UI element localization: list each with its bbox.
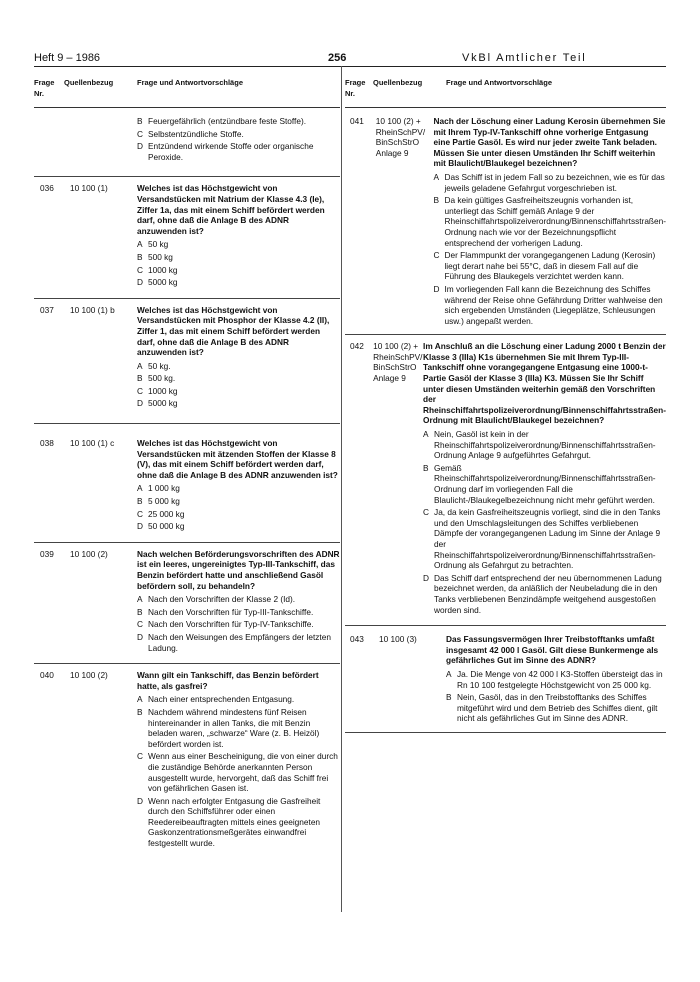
answer-option [137,607,340,618]
answer-option [137,141,340,162]
answer-text: Nein, Gasöl ist kein in der Rheinschiffahrtspolizeiverordnung/Binnenschiffahrtsstraßen-Ordnung Anlage 9 aufgeführtes Gefahrgut. [434,429,656,461]
answer-option [423,507,666,571]
question-text: Das Fassungsvermögen Ihrer Treibstofftanks umfaßt insgesamt 42 000 l Gasöl. Gilt diese Bunkermenge als gefährliches Gut im Sinne des ADNR? [446,634,659,666]
answer-letter: C [137,619,143,630]
answer-text: 1 000 kg [148,483,180,494]
answer-option [137,373,340,384]
question-number: 041 [350,116,364,126]
header-nr: Frage Nr. [345,78,366,98]
answer-option [423,573,666,615]
answer-option [137,509,340,520]
question-block-037 [34,299,340,424]
answer-text: 500 kg [148,251,173,262]
answer-letter: C [423,507,430,518]
answer-letter: B [137,373,143,384]
answer-option [423,463,666,505]
answer-letter: A [446,668,452,679]
answer-text: Nach einer entsprechenden Entgasung. [148,694,295,705]
question-source: 10 100 (2) [70,670,108,681]
question-source: 10 100 (3) [379,634,417,645]
answer-option [433,250,666,282]
header-question: Frage und Antwortvorschläge [446,78,552,87]
answer-option [137,483,340,494]
question-source: 10 100 (2) + RheinSchPV/ BinSchStrO Anlage 9 [373,341,423,384]
question-source: 10 100 (2) [70,548,108,559]
answer-option [137,277,340,288]
answer-letter: A [137,239,143,250]
answer-option [137,694,340,705]
answer-letter: D [423,572,430,583]
answer-letter: B [137,116,143,126]
question-block-041 [345,108,666,335]
answer-option [137,632,340,653]
question-number: 038 [40,438,54,449]
question-block-036 [34,177,340,298]
answer-option [137,265,340,276]
answer-text: 5 000 kg [148,496,180,507]
answer-text: 5000 kg [148,277,178,288]
answer-text: 25 000 kg [148,508,185,519]
left-column-header [34,78,340,108]
answer-text: Ja. Die Menge von 42 000 l K3-Stoffen übersteigt das in Rn 10 100 festgelegte Höchstgewicht von 25 000 kg. [457,668,663,690]
publication-title: VkBl Amtlicher Teil [462,52,587,64]
right-column-header [345,78,666,108]
answer-letter: B [423,462,429,473]
question-text: Welches ist das Höchstgewicht von Versandstücken mit Natrium der Klasse 4.3 (Ie), Ziffer 1a, das mit einem Schiff befördert werden darf, ohne daß die Anlage B des ADNR anzuwenden ist? [137,183,325,236]
answer-letter: C [433,250,440,261]
answer-option [137,129,340,140]
answer-text: 1000 kg [148,264,178,275]
answer-letter: D [137,521,143,532]
answer-text: Nach den Vorschriften für Typ-III-Tankschiffe. [148,606,314,617]
answer-option [137,496,340,507]
answer-option [137,361,340,372]
answer-letter: B [433,195,440,206]
header-nr: Frage Nr. [34,78,55,98]
answer-option [137,796,340,849]
answer-letter: B [137,251,143,262]
question-source: 10 100 (2) + RheinSchPV/ BinSchStrO Anlage 9 [375,116,426,158]
answer-option [423,429,666,461]
answer-letter: D [137,141,143,152]
answer-text: Nachdem während mindestens fünf Reisen hintereinander in allen Tanks, die mit Benzin beladen waren, „schwarze“ Ware (z. B. Heizöl) befördert worden ist. [148,706,320,749]
answer-letter: B [137,496,143,507]
question-text: Nach welchen Beförderungsvorschriften des ADNR ist ein leeres, ungereinigtes Typ-III-Tankschiff, das Benzin befördert hatte und anschließend Gasöl befördern soll, zu behandeln? [137,548,340,591]
answer-text: Feuergefährlich (entzündbare feste Stoffe). [148,116,307,126]
answer-letter: C [137,508,143,519]
issue-label: Heft 9 – 1986 [34,52,101,64]
question-source: 10 100 (1) c [70,438,115,449]
answer-text: 500 kg. [148,373,176,384]
answer-text: 50 kg. [148,360,171,371]
answer-option [137,594,340,605]
answer-letter: A [433,171,440,182]
answer-option [137,398,340,409]
column-divider [341,66,342,912]
header-source: Quellenbezug [64,78,114,87]
answer-text: Der Flammpunkt der vorangegangenen Ladung (Kerosin) liegt derart nahe bei 55°C, daß in diesem Fall auf die Führung des Blaukegels verzichtet werden kann. [444,250,656,282]
answer-option [446,692,666,724]
answer-letter: C [137,264,143,275]
question-source: 10 100 (1) [70,183,108,194]
question-number: 042 [350,341,364,352]
answer-text: 1000 kg [148,385,178,396]
answer-option [137,521,340,532]
answer-letter: B [446,692,452,703]
answer-option [446,669,666,690]
answer-text: Da kein gültiges Gasfreiheitszeugnis vorhanden ist, unterliegt das Schiff gemäß Anlage 9 der Rheinschiffahrtspolizeiverordnung/Binnenschiffahrtsstraßen-Ordnung nach wie vor der Bezeichnungspflicht entsprechend der vorherigen Ladung. [444,195,666,248]
question-number: 037 [40,304,54,315]
answer-option [433,172,666,193]
answer-option [433,195,666,248]
answer-letter: B [137,706,143,717]
answer-letter: D [137,631,143,642]
answer-text: Das Schiff darf entsprechend der neu übernommenen Ladung bezeichnet werden, da anläßlich der Neubeladung die in den Tanks verbliebenen Benzindämpfe weitgehend ausgestoßen worden sind. [434,572,662,615]
answer-option [433,284,666,326]
answer-option [137,239,340,250]
answer-text: 50 000 kg [148,521,185,532]
answer-letter: A [137,594,143,605]
page-number: 256 [328,52,347,64]
question-text: Im Anschluß an die Löschung einer Ladung 2000 t Benzin der Klasse 3 (IIIa) K1s übernehmen Sie mit Ihrem Typ-III-Tankschiff ohne vorangegangene Entgasung eine 1000-t-Partie Gasöl der Klasse 3 (IIIa) K3. Müssen Sie Ihr Schiff unter diesen Umständen weiterhin gemäß den Vorschriften der Rheinschiffahrtspolizeiverordnung/Binnenschiffahrtsstraßen-Ordnung mit Blaulicht/Blaukegel bezeichnen? [423,341,666,426]
answer-letter: A [137,694,143,705]
answer-text: Nach den Weisungen des Empfängers der letzten Ladung. [148,631,331,653]
answer-letter: D [137,795,143,806]
answer-text: Wenn aus einer Bescheinigung, die von einer durch die zuständige Behörde anerkannten Person ausgestellt wurde, hervorgeht, daß das Schiff frei von gefährlichen Gasen ist. [148,751,338,794]
question-number: 036 [40,183,54,194]
answer-option [137,116,340,127]
question-block-040 [34,664,340,857]
question-block-038 [34,424,340,543]
answer-letter: A [423,429,429,440]
answer-text: Entzündend wirkende Stoffe oder organische Peroxide. [148,141,314,162]
answer-option [137,252,340,263]
answer-text: 50 kg [148,239,169,250]
question-text: Welches ist das Höchstgewicht von Versandstücken mit Phosphor der Klasse 4.2 (II), Ziffer 1, das mit einem Schiff befördert werden darf, ohne daß die Anlage B des ADNR anzuwenden ist? [137,304,330,358]
answer-text: Gemäß Rheinschiffahrtspolizeiverordnung/Binnenschiffahrtsstraßen-Ordnung darf im vorliegenden Fall die Blaulicht-/Blaukegelbezeichnung nicht mehr geführt werden. [434,462,656,505]
answer-letter: A [137,360,143,371]
answer-option [137,386,340,397]
answer-option [137,619,340,630]
answer-text: Nein, Gasöl, das in den Treibstofftanks des Schiffes mitgeführt wird und dem Betrieb des Schiffes dient, gilt nicht als gefährliches Gut im Sinne des ADNR. [457,692,658,724]
question-text: Wann gilt ein Tankschiff, das Benzin befördert hatte, als gasfrei? [137,670,319,691]
question-block-042 [345,335,666,626]
answer-text: Wenn nach erfolgter Entgasung die Gasfreiheit durch den Schiffsführer oder einen Reedereibeauftragten mittels eines geeigneten Gaskonzentrationsmeßgerätes einwandfrei festgestellt wurde. [148,795,321,849]
answer-letter: C [137,751,143,762]
question-number: 039 [40,548,54,559]
question-block-043 [345,626,666,733]
answer-text: Selbstentzündliche Stoffe. [148,128,244,139]
answer-option [137,707,340,749]
answer-text: Ja, da kein Gasfreiheitszeugnis vorliegt, sind die in den Tanks und den Umschlagsleitungen des Schiffes verbliebenen Dämpfe der vorangegangenen Ladung im Sinne der Anlage 9 der Rheinschiffahrtspolizeiverordnung/Binnenschiffahrtsstraßen-Ordnung als Gefahrgut zu betrachten. [434,507,661,571]
question-text: Nach der Löschung einer Ladung Kerosin übernehmen Sie mit Ihrem Typ-IV-Tankschiff ohne vorherige Entgasung eine Partie Gasöl. Es wird nur jeder zweite Tank beladen. Müssen Sie unter diesen Umständen Ihr Schiff weiterhin mit Blaulicht/Blaukegel bezeichnen? [433,116,666,169]
answer-text: Nach den Vorschriften der Klasse 2 (Id). [148,594,296,605]
answer-text: Nach den Vorschriften für Typ-IV-Tankschiffe. [148,619,314,630]
answer-letter: D [137,277,143,288]
answer-letter: B [137,606,143,617]
left-column [34,78,340,857]
header-rule [34,66,666,67]
continuation-block [34,108,340,177]
answer-text: Das Schiff ist in jedem Fall so zu bezeichnen, wie es für das jeweils geladene Gefahrgut vorgeschrieben ist. [444,171,665,193]
question-source: 10 100 (1) b [70,304,115,315]
answer-letter: C [137,128,143,139]
answer-letter: C [137,385,143,396]
header-question: Frage und Antwortvorschläge [137,78,243,87]
answer-letter: D [137,398,143,409]
question-number: 043 [350,634,364,645]
answer-letter: A [137,483,143,494]
right-column [345,78,666,733]
question-text: Welches ist das Höchstgewicht von Versandstücken mit ätzenden Stoffen der Klasse 8 (V), das mit einem Schiff befördert werden darf, ohne daß die Anlage B des ADNR anzuwenden ist? [137,438,338,480]
answer-text: 5000 kg [148,398,178,409]
answer-option [137,751,340,793]
header-source: Quellenbezug [373,78,423,87]
question-block-039 [34,543,340,664]
question-number: 040 [40,670,54,681]
answer-letter: D [433,283,440,294]
answer-text: Im vorliegenden Fall kann die Bezeichnung des Schiffes während der Reise ohne Gefährdung Dritter wahlweise den sich ergebenden Umständen (Liegeplätze, Schleusungen usw.) angepaßt werden. [444,283,663,326]
